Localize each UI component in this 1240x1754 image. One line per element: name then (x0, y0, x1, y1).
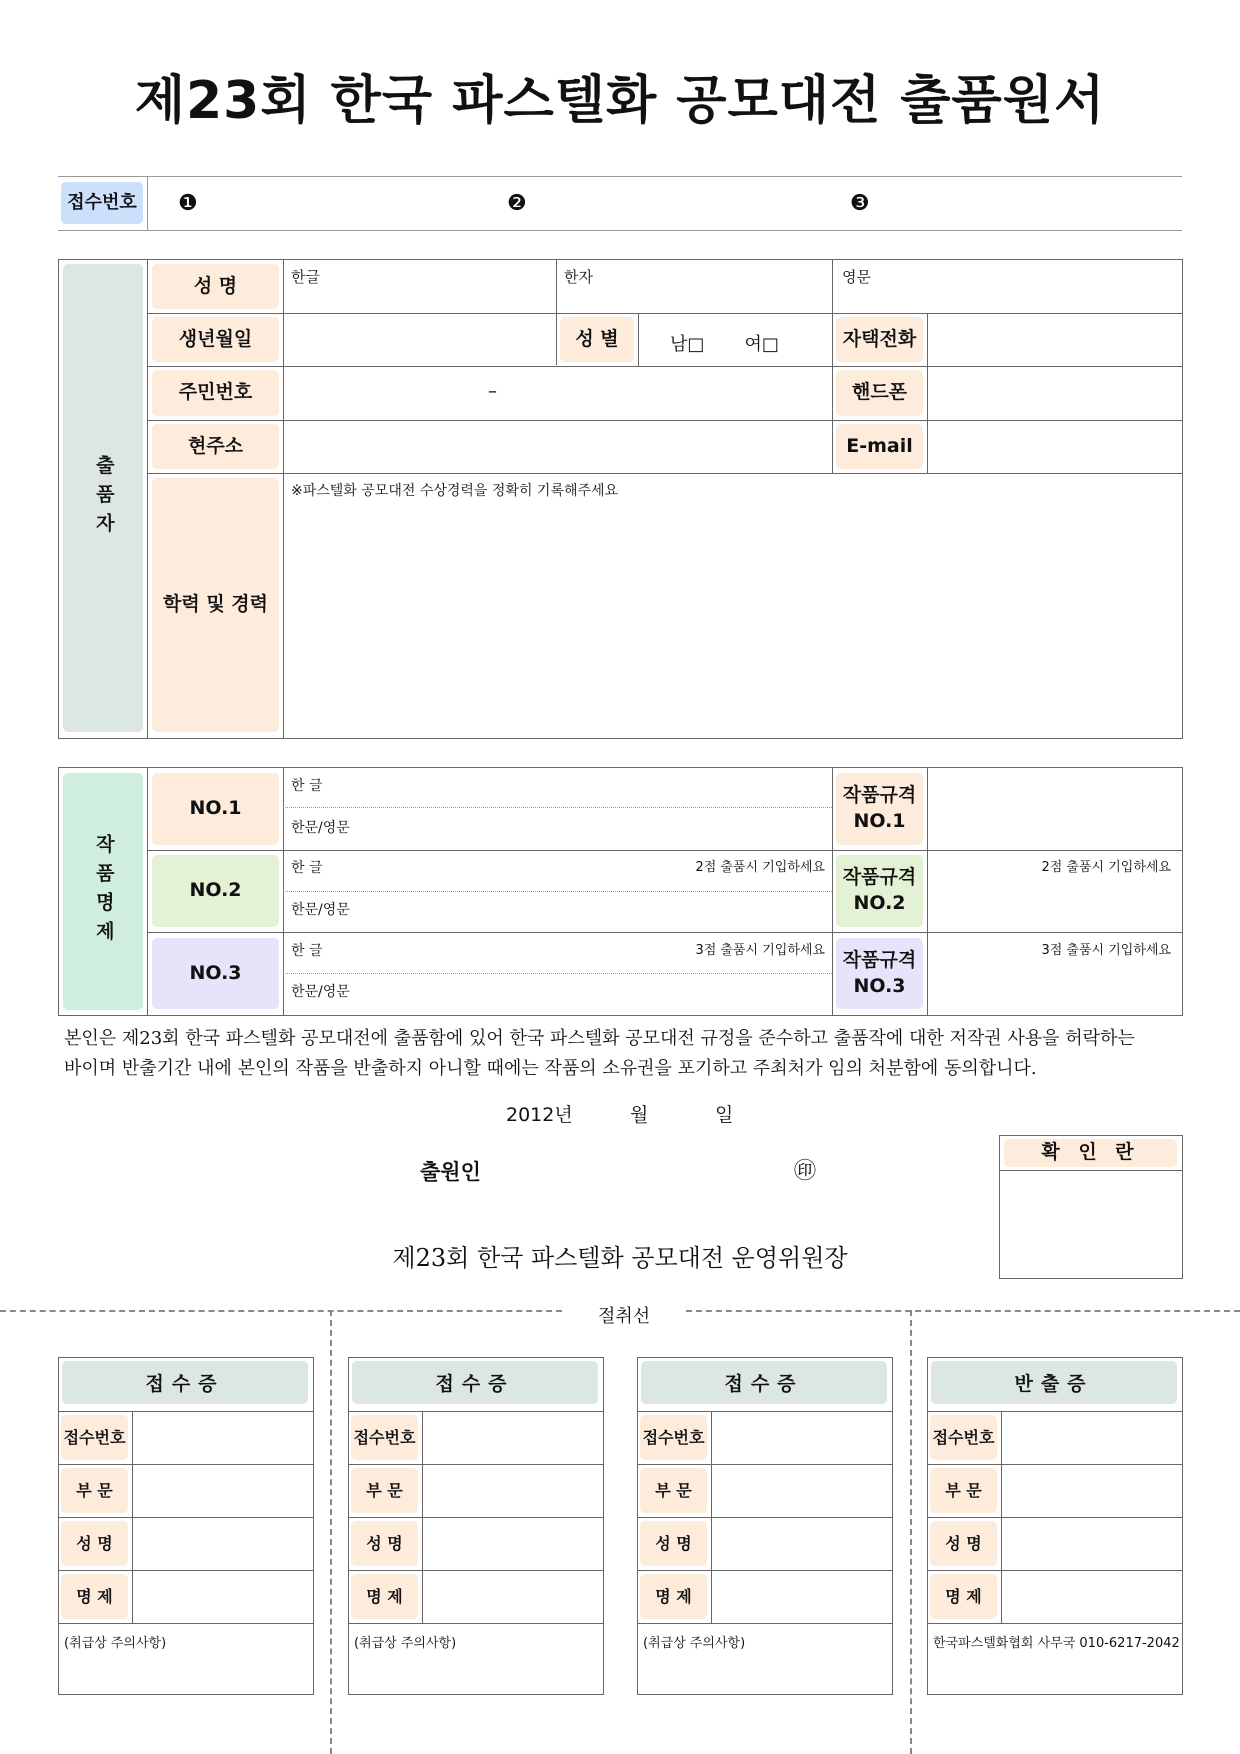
work-spec-3-no: NO.3 (853, 974, 906, 997)
slip-3-label-2: 부 문 (640, 1468, 707, 1513)
agreement-line-1: 본인은 제23회 한국 파스텔화 공모대전에 출품함에 있어 한국 파스텔화 공모대전 규정을 준수하고 출품작에 대한 저작권 사용을 허락하는 (64, 1028, 1135, 1049)
receipt-marker-1: ❶ (178, 191, 198, 216)
slip-3-field-1[interactable] (712, 1412, 890, 1463)
slip-2-footer: (취급상 주의사항) (354, 1636, 457, 1651)
career-note: ※파스텔화 공모대전 수상경력을 정확히 기록해주세요 (291, 483, 619, 499)
slip-2-field-3[interactable] (423, 1518, 601, 1569)
applicant-col-line-3 (556, 259, 557, 365)
email-label: E-mail (836, 424, 923, 469)
receipt-divider (147, 176, 148, 230)
work-spec-3 (836, 938, 923, 1009)
slip-1-footer: (취급상 주의사항) (64, 1636, 167, 1651)
work-spec-2-note: 2점 출품시 기입하세요 (1041, 860, 1171, 875)
slip-2-row-line-5 (348, 1623, 603, 1624)
work-spec-2-label: 작품규격 (842, 866, 917, 889)
slip-1-field-1[interactable] (133, 1412, 311, 1463)
work-spec-1-label: 작품규격 (842, 784, 917, 807)
slip-4-field-4[interactable] (1002, 1571, 1180, 1622)
applicant-section-label (63, 264, 143, 732)
applicant-sign-label: 출원인 (420, 1160, 481, 1184)
date-day: 일 (715, 1104, 734, 1126)
gender-options[interactable]: 남□ 여□ (670, 334, 779, 355)
applicant-col-line-4 (638, 313, 639, 366)
slip-1-field-3[interactable] (133, 1518, 311, 1569)
slip-1-title: 접수증 (62, 1361, 308, 1404)
work-1-foreign-label: 한문/영문 (291, 820, 350, 836)
receipt-marker-3: ❸ (850, 191, 870, 216)
applicant-col-line-1 (147, 259, 148, 738)
slip-1-label-1: 접수번호 (61, 1415, 128, 1460)
works-row-line-1 (147, 850, 1182, 851)
works-section-text: 작품명제 (92, 833, 115, 950)
receipt-marker-2: ❷ (507, 191, 527, 216)
work-3-foreign-label: 한문/영문 (291, 984, 350, 1000)
birth-label: 생년월일 (152, 317, 279, 362)
work-spec-1 (836, 773, 923, 845)
applicant-col-line-2 (283, 259, 284, 738)
slip-4-title: 반출증 (931, 1361, 1177, 1404)
slip-4-row-line-5 (927, 1623, 1182, 1624)
page-title: 제23회 한국 파스텔화 공모대전 출품원서 (134, 71, 1106, 131)
slip-3-field-2[interactable] (712, 1465, 890, 1516)
applicant-row-line-4 (147, 473, 1182, 474)
slip-3-field-4[interactable] (712, 1571, 890, 1622)
slip-1-label-2: 부 문 (61, 1468, 128, 1513)
slip-2-label-4: 명 제 (351, 1574, 418, 1619)
slip-1-row-line-5 (58, 1623, 313, 1624)
work-spec-2-no: NO.2 (853, 892, 906, 914)
date-month: 월 (630, 1104, 649, 1126)
receipt-number-label: 접수번호 (61, 182, 143, 224)
slip-1-label-4: 명 제 (61, 1574, 128, 1619)
works-dotted-line-3 (283, 973, 832, 974)
name-label: 성 명 (152, 264, 279, 309)
slip-4-label-3: 성 명 (930, 1521, 997, 1566)
slip-2-field-4[interactable] (423, 1571, 601, 1622)
work-2-note: 2점 출품시 기입하세요 (695, 860, 825, 875)
slip-4-label-1: 접수번호 (930, 1415, 997, 1460)
applicant-row-line-2 (147, 366, 1182, 367)
name-english-field[interactable]: 영문 (842, 268, 871, 286)
applicant-col-line-6 (927, 313, 928, 474)
slip-4-footer: 한국파스텔화협회 사무국 010-6217-2042 (933, 1636, 1180, 1651)
slip-4-label-2: 부 문 (930, 1468, 997, 1513)
slip-1-field-2[interactable] (133, 1465, 311, 1516)
seal-mark: ㊞ (794, 1159, 817, 1184)
works-col-line-3 (832, 767, 833, 1015)
work-2-korean-label: 한 글 (291, 860, 323, 876)
confirm-box-line (999, 1170, 1182, 1171)
cut-line-vertical-1 (330, 1310, 332, 1754)
date-year: 2012년 (506, 1104, 573, 1126)
works-col-line-1 (147, 767, 148, 1015)
works-col-line-4 (927, 767, 928, 1015)
confirm-box-label: 확 인 란 (1004, 1139, 1177, 1167)
address-label: 현주소 (152, 424, 279, 469)
applicant-section-text: 출품자 (92, 454, 115, 542)
works-dotted-line-2 (283, 891, 832, 892)
slip-3-row-line-5 (637, 1623, 892, 1624)
cut-line-vertical-2 (910, 1310, 912, 1754)
work-spec-3-note: 3점 출품시 기입하세요 (1041, 943, 1171, 958)
work-2-foreign-label: 한문/영문 (291, 902, 350, 918)
slip-2-label-1: 접수번호 (351, 1415, 418, 1460)
receipt-row-top-line (58, 176, 1182, 177)
slip-4-field-3[interactable] (1002, 1518, 1180, 1569)
slip-1-label-3: 성 명 (61, 1521, 128, 1566)
cut-line-left (0, 1310, 562, 1312)
applicant-row-line-1 (147, 313, 1182, 314)
slip-3-label-4: 명 제 (640, 1574, 707, 1619)
gender-label: 성 별 (560, 317, 634, 362)
resident-number-label: 주민번호 (152, 370, 279, 416)
career-label: 학력 및 경력 (152, 478, 279, 732)
slip-2-label-2: 부 문 (351, 1468, 418, 1513)
name-korean-field[interactable]: 한글 (291, 268, 320, 286)
slip-1-field-4[interactable] (133, 1571, 311, 1622)
work-spec-2 (836, 855, 923, 927)
work-3-korean-label: 한 글 (291, 943, 323, 959)
agreement-line-2: 바이며 반출기간 내에 본인의 작품을 반출하지 아니할 때에는 작품의 소유권을 포기하고 주최처가 임의 처분함에 동의합니다. (64, 1058, 1037, 1079)
slip-4-label-4: 명 제 (930, 1574, 997, 1619)
receipt-row-bottom-line (58, 230, 1182, 231)
work-no-1: NO.1 (152, 773, 279, 845)
slip-2-field-2[interactable] (423, 1465, 601, 1516)
applicant-row-line-3 (147, 420, 1182, 421)
slip-3-label-3: 성 명 (640, 1521, 707, 1566)
works-section-label (63, 773, 143, 1010)
work-3-note: 3점 출품시 기입하세요 (695, 943, 825, 958)
slip-3-label-1: 접수번호 (640, 1415, 707, 1460)
mobile-label: 핸드폰 (836, 370, 923, 416)
name-hanja-field[interactable]: 한자 (564, 268, 593, 286)
slip-3-footer: (취급상 주의사항) (643, 1636, 746, 1651)
work-no-3: NO.3 (152, 938, 279, 1009)
committee-title: 제23회 한국 파스텔화 공모대전 운영위원장 (392, 1244, 848, 1272)
work-no-2: NO.2 (152, 855, 279, 927)
slip-4-field-2[interactable] (1002, 1465, 1180, 1516)
slip-3-field-3[interactable] (712, 1518, 890, 1569)
works-row-line-2 (147, 932, 1182, 933)
slip-4-field-1[interactable] (1002, 1412, 1180, 1463)
cut-line-label: 절취선 (598, 1306, 651, 1327)
work-1-korean-label: 한 글 (291, 778, 323, 794)
home-phone-label: 자택전화 (836, 317, 923, 362)
slip-2-field-1[interactable] (423, 1412, 601, 1463)
cut-line-right (686, 1310, 1240, 1312)
works-dotted-line-1 (283, 807, 832, 808)
slip-2-label-3: 성 명 (351, 1521, 418, 1566)
work-spec-3-label: 작품규격 (842, 948, 917, 971)
slip-2-title: 접수증 (352, 1361, 598, 1404)
work-spec-1-no: NO.1 (853, 810, 906, 832)
agreement-text (64, 1024, 1174, 1084)
slip-3-title: 접수증 (641, 1361, 887, 1404)
resident-number-dash: – (488, 381, 497, 402)
